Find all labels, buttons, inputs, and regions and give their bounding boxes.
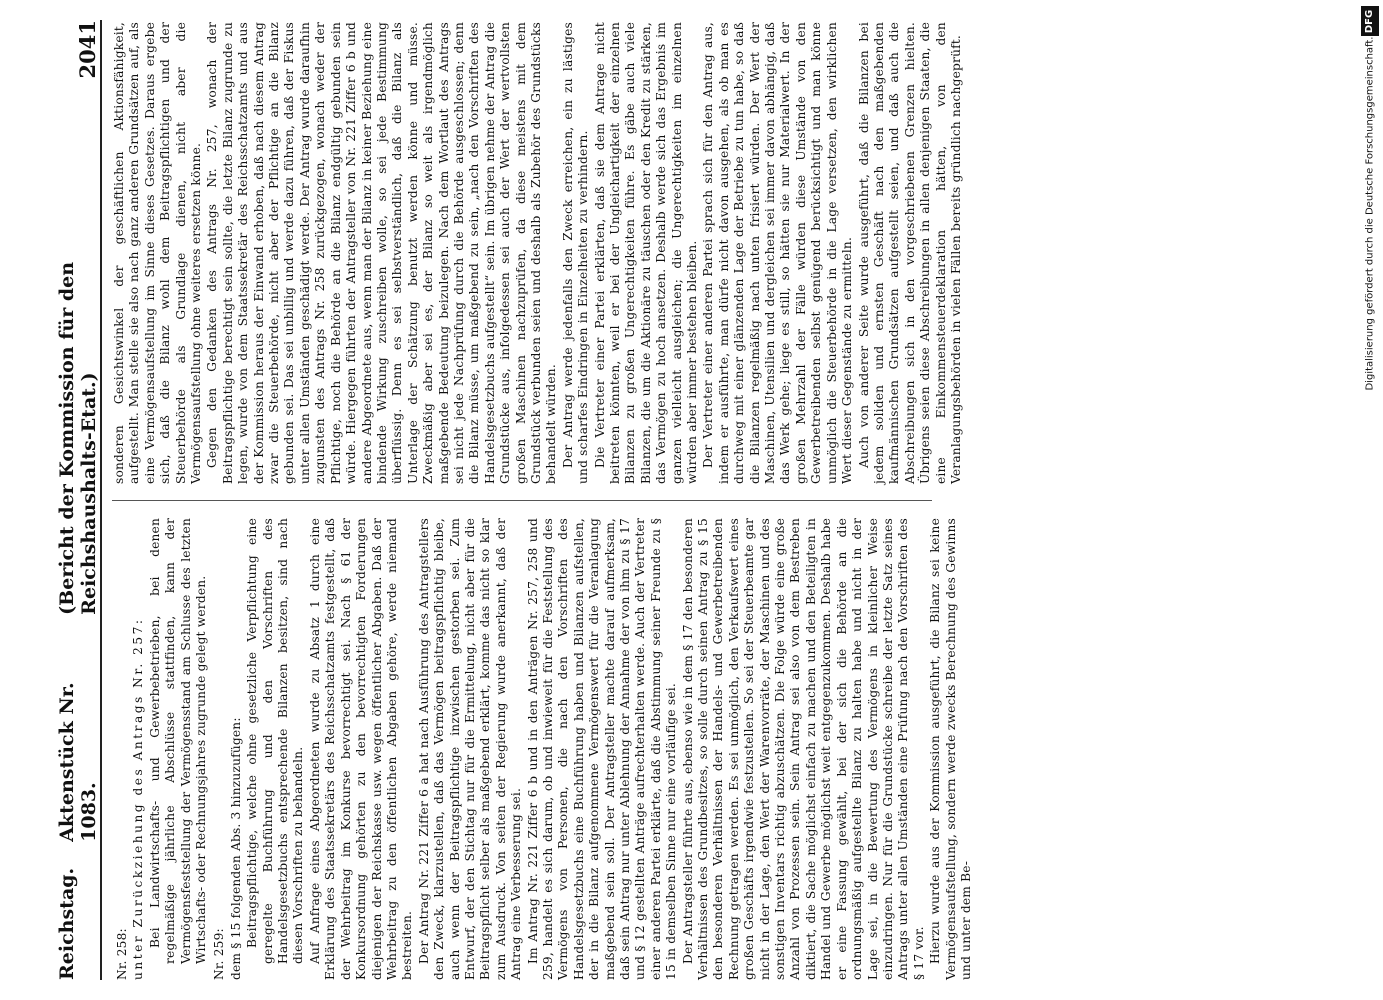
paragraph: Hierzu wurde aus der Kommission ausgeführt, die Bilanz sei keine Vermögensaufstellung, sondern werde zwecks Berechnung des Gewinns und unter dem Be-: [928, 518, 973, 980]
credit-text-container: [1361, 36, 1379, 600]
text-column-right: [112, 21, 963, 484]
header-left: [56, 78, 100, 980]
header-institution: Reichstag.: [56, 867, 78, 980]
header-title: (Bericht der Kommission für den Reichshaushalts-Etat.): [56, 261, 100, 615]
paragraph: Auf Anfrage eines Abgeordneten wurde zu Absatz 1 durch eine Erklärung des Staatssekretärs des Reichsschatzamts festgestellt, daß der Wehrbeitrag im Konkurse bevorrechtigt sei. Nach § 61 der Konkursordnung gehörten zu den bevorrechtigten Forderungen diejenigen der Reichskasse usw. wegen öffentlicher Abgaben. Daß der Wehrbeitrag zu den öffentlichen Abgaben gehöre, werde niemand bestreiten.: [307, 518, 415, 980]
column-divider: [112, 500, 932, 501]
paragraph: sonderen Gesichtswinkel der geschäftlichen Aktionsfähigkeit, aufgestellt. Man stelle sie also nach ganz anderen Grundsätzen auf, als eine Vermögensaufstellung im Sinne dieses Gesetzes. Daraus ergebe sich, daß die Bilanz wohl dem Beitragspflichtigen und der Steuerbehörde als Grundlage dienen, nicht aber die Vermögensaufstellung ohne weiteres ersetzen könne.: [112, 22, 204, 484]
paragraph: Der Vertreter einer anderen Partei sprach sich für den Antrag aus, indem er ausführte, man dürfe nicht davon ausgehen, als ob man es durchweg mit einer glänzenden Lage der Betriebe zu tun habe, so daß die Bilanzen regelmäßig nach unten frisiert würden. Der Wert der Maschinen, Utensilien und dergleichen sei immer davon abhängig, daß das Werk gehe; liege es still, so hätten sie nur Materialwert. In der großen Mehrzahl der Fälle würden diese Umstände von den Gewerbetreibenden selbst genügend berücksichtigt und man könne unmöglich die Steuerbehörde in die Lage versetzen, den wirklichen Wert dieser Gegenstände zu ermitteln.: [701, 22, 855, 484]
paragraph: Im Antrag Nr. 221 Ziffer 6 b und in den Anträgen Nr. 257, 258 und 259, handelt es sich darum, ob und inwieweit für die Feststellung des Vermögens von Personen, die nach den Vorschriften des Handelsgesetzbuchs eine Buchführung haben und Bilanzen aufstellen, der in die Bilanz aufgenommene Vermögenswert für die Veranlagung maßgebend sein soll. Der Antragsteller machte darauf aufmerksam, daß sein Antrag nur unter Ablehnung der Annahme der von ihm zu § 17 und § 12 gestellten Anträge aufrechterhalten werde. Auch der Vertreter einer anderen Partei erklärte, daß die Abstimmung seiner Freunde zu § 15 in demselben Sinne nur eine vorläufige sei.: [525, 518, 679, 980]
dfg-logo: DFG: [1361, 6, 1379, 36]
digitization-credit: [1361, 6, 1379, 996]
printed-sheet: [56, 20, 973, 980]
rotated-content: [56, 20, 973, 980]
credit-text: Digitalisierung gefördert durch die Deutsche Forschungsgemeinschaft.: [1364, 36, 1376, 391]
paragraph: Der Antragsteller führte aus, ebenso wie in dem § 17 den besonderen Verhältnissen des Grundbesitzes, so solle durch seinen Antrag zu § 15 den besonderen Verhältnissen der Handels- und Gewerbetreibenden Rechnung getragen werden. Es sei unmöglich, den Verkaufswert eines großen Geschäfts irgendwie festzustellen. So sei der Steuerbeamte gar nicht in der Lage, den Wert der Warenvorräte, der Maschinen und des sonstigen Inventars richtig abzuschätzen. Die Folge würde eine große Anzahl von Prozessen sein. Sein Antrag sei also von dem Bestreben diktiert, die Sache möglichst einfach zu machen und den Beteiligten in Handel und Gewerbe möglichst weit entgegenzukommen. Deshalb habe er eine Fassung gewählt, bei der sich die Behörde an die ordnungsmäßig aufgestellte Bilanz zu halten habe und nicht in der Lage sei, in die Bewertung des Vermögens in kleinlicher Weise einzudringen. Nur für die Grundstücke schreibe der letzte Satz seines Antrags unter allen Umständen eine Prüfung nach den Vorschriften des § 17 vor.: [680, 518, 926, 980]
page-number: 2041: [75, 20, 100, 79]
paragraph: Nr. 259:: [212, 928, 227, 980]
paragraph: Auch von anderer Seite wurde ausgeführt, daß die Bilanzen bei jedem soliden und ernsten Geschäft nach den maßgebenden kaufmännischen Grundsätzen aufgestellt seien, und daß auch die Abschreibungen sich in den vorgeschriebenen Grenzen hielten. Übrigens seien diese Abschreibungen in allen denjenigen Staaten, die eine Einkommensteuerdeklaration hätten, von den Veranlagungsbehörden in vielen Fällen bereits gründlich nachgeprüft.: [856, 22, 963, 484]
running-header: [56, 20, 102, 980]
paragraph: Der Antrag Nr. 221 Ziffer 6 a hat nach Ausführung des Antragstellers den Zweck, klarzustellen, daß das Vermögen beitragspflichtig bleibe, auch wenn der Beitragspflichtige inzwischen gestorben sei. Zum Entwurf, der den Stichtag nur für die Ermittelung, nicht aber für die Beitragspflicht selber als maßgebend erklärt, komme das nicht so klar zum Ausdruck. Von seiten der Regierung wurde anerkannt, daß der Antrag eine Verbesserung sei.: [416, 518, 524, 980]
header-document-number: Aktenstück Nr. 1083.: [56, 682, 100, 842]
paragraph: Gegen den Gedanken des Antrags Nr. 257, wonach der Beitragspflichtige berechtigt sein sollte, die letzte Bilanz zugrunde zu legen, wurde von dem Staatssekretär des Reichsschatzamts und aus der Kommission heraus der Einwand erhoben, daß nach diesem Antrag zwar die Steuerbehörde, nicht aber der Pflichtige an die Bilanz gebunden sei. Das sei unbillig und werde dazu führen, daß der Fiskus unter allen Umständen geschädigt werde. Der Antrag wurde daraufhin zugunsten des Antrags Nr. 258 zurückgezogen, wonach weder der Pflichtige, noch die Behörde an die Bilanz endgültig gebunden sein würde. Hiergegen führten der Antragsteller von Nr. 221 Ziffer 6 b und andere Abgeordnete aus, wenn man der Bilanz in keiner Beziehung eine bindende Wirkung zuschreiben wolle, so sei jede Bestimmung überflüssig. Denn es sei selbstverständlich, daß die Bilanz als Unterlage der Schätzung benutzt werden könne und müsse. Zweckmäßig aber sei es, der Bilanz so weit als irgendmöglich maßgebende Bedeutung beizulegen. Nach dem Wortlaut des Antrags sei nicht jede Nachprüfung durch die Behörde ausgeschlossen; denn die Bilanz müsse, um maßgebend zu sein, „nach den Vorschriften des Handelsgesetzbuchs aufgestellt“ sein. Im übrigen nehme der Antrag die Grundstücke aus, infolgedessen sei auch der Wert der wertvollsten großen Maschinen nachzuprüfen, da diese meistens mit dem Grundstück verbunden seien und deshalb als Zubehör des Grundstücks behandelt würden.: [205, 21, 559, 484]
quoted-paragraph: Beitragspflichtige, welche ohne gesetzliche Verpflichtung eine geregelte Buchführung und den Vorschriften des Handelsgesetzbuchs entsprechende Bilanzen besitzen, sind nach diesen Vorschriften zu behandeln.: [245, 518, 306, 964]
quoted-paragraph: Bei Landwirtschafts- und Gewerbebetrieben, bei denen regelmäßige jährliche Abschlüsse stattfinden, kann der Vermögensfeststellung der Vermögensstand am Schlusse des letzten Wirtschafts- oder Rechnungsjahres zugrunde gelegt werden.: [147, 518, 209, 964]
paragraph: dem § 15 folgenden Abs. 3 hinzuzufügen:: [228, 717, 243, 980]
paragraph: unter Zurückziehung des Antrags Nr. 257:: [131, 617, 146, 980]
text-column-left: [112, 518, 973, 980]
paragraph: Der Antrag werde jedenfalls den Zweck erreichen, ein zu lästiges und scharfes Eindringen in Einzelheiten zu verhindern.: [560, 22, 591, 484]
paragraph: Die Vertreter einer Partei erklärten, daß sie dem Antrage nicht beitreten könnten, weil er bei der Ungleichartigkeit der einzelnen Bilanzen zu großen Ungerechtigkeiten führe. Es gäbe auch viele Bilanzen, die um die Aktionäre zu täuschen oder den Kredit zu stärken, das Vermögen zu hoch ansetzen. Deshalb werde sich das Ergebnis im ganzen vielleicht ausgleichen; die Ungerechtigkeiten im einzelnen würden aber immer bestehen bleiben.: [592, 22, 700, 484]
paragraph: Nr. 258:: [115, 928, 129, 980]
